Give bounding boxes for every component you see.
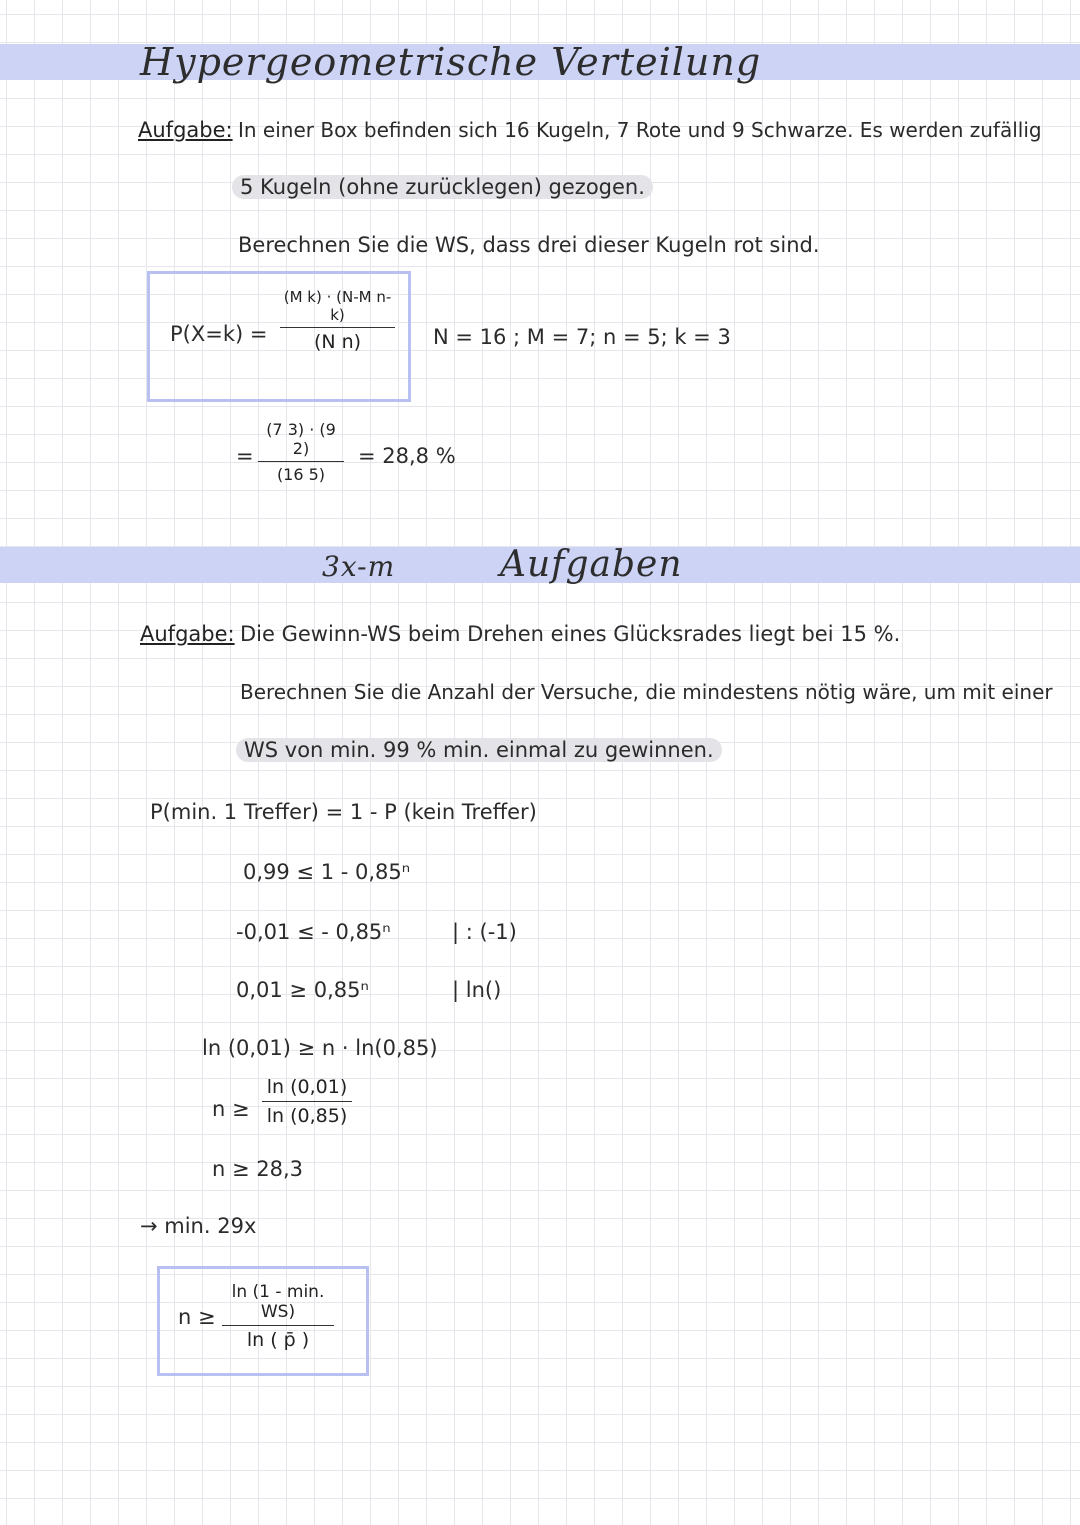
task1-line2: 5 Kugeln (ohne zurücklegen) gezogen.: [232, 175, 653, 199]
fraction-bar: [262, 1101, 352, 1102]
step5-denominator: ln (0,85): [266, 1105, 348, 1127]
solution-step-6: n ≥ 28,3: [212, 1157, 304, 1181]
task1-line1: In einer Box befinden sich 16 Kugeln, 7 Rote und 9 Schwarze. Es werden zufällig: [238, 118, 1042, 142]
solution-step-2: -0,01 ≤ - 0,85ⁿ: [236, 920, 391, 944]
conclusion: → min. 29x: [140, 1214, 257, 1238]
task-label-1: Aufgabe:: [138, 118, 233, 142]
task-label-2: Aufgabe:: [140, 622, 235, 646]
solution-step-5-fraction: [262, 1076, 352, 1127]
task2-line3: WS von min. 99 % min. einmal zu gewinnen.: [236, 738, 722, 762]
solution-step-3-note: | ln(): [452, 978, 502, 1002]
section-title-prefix: 3x-m: [322, 550, 396, 583]
step5-numerator: ln (0,01): [266, 1076, 348, 1098]
box-numerator: ln (1 - min. WS): [231, 1282, 325, 1322]
solution-step-1: 0,99 ≤ 1 - 0,85ⁿ: [243, 860, 411, 884]
fraction-bar: [222, 1325, 334, 1326]
box-formula-fraction: [222, 1282, 334, 1351]
box-denominator: ln ( p̄ ): [246, 1329, 310, 1351]
fraction-bar: [258, 461, 344, 462]
formula-lhs: P(X=k) =: [170, 322, 268, 346]
box-formula-lhs: n ≥: [178, 1305, 216, 1329]
solution-step-4: ln (0,01) ≥ n · ln(0,85): [202, 1036, 438, 1060]
calc-result: = 28,8 %: [358, 444, 456, 468]
solution-step-0: P(min. 1 Treffer) = 1 - P (kein Treffer): [150, 800, 537, 824]
formula-numerator: (M k) · (N-M n-k): [283, 288, 392, 324]
calc-fraction: [258, 420, 344, 484]
calc-denominator: (16 5): [276, 465, 326, 484]
formula-fraction: [280, 288, 395, 353]
task1-line3: Berechnen Sie die WS, dass drei dieser Kugeln rot sind.: [238, 233, 820, 257]
calc-numerator: (7 3) · (9 2): [266, 420, 336, 458]
formula-denominator: (N n): [313, 331, 362, 353]
formula-params: N = 16 ; M = 7; n = 5; k = 3: [433, 325, 731, 349]
section-title-tasks: Aufgaben: [500, 544, 683, 585]
solution-step-2-note: | : (-1): [452, 920, 517, 944]
section-title-hypergeometric: Hypergeometrische Verteilung: [140, 40, 762, 84]
task2-line1: Die Gewinn-WS beim Drehen eines Glücksrades liegt bei 15 %.: [240, 622, 901, 646]
calc-equals: =: [236, 444, 254, 468]
fraction-bar: [280, 327, 395, 328]
solution-step-3: 0,01 ≥ 0,85ⁿ: [236, 978, 369, 1002]
solution-step-5-lhs: n ≥: [212, 1097, 250, 1121]
task2-line2: Berechnen Sie die Anzahl der Versuche, die mindestens nötig wäre, um mit einer: [240, 680, 1053, 704]
